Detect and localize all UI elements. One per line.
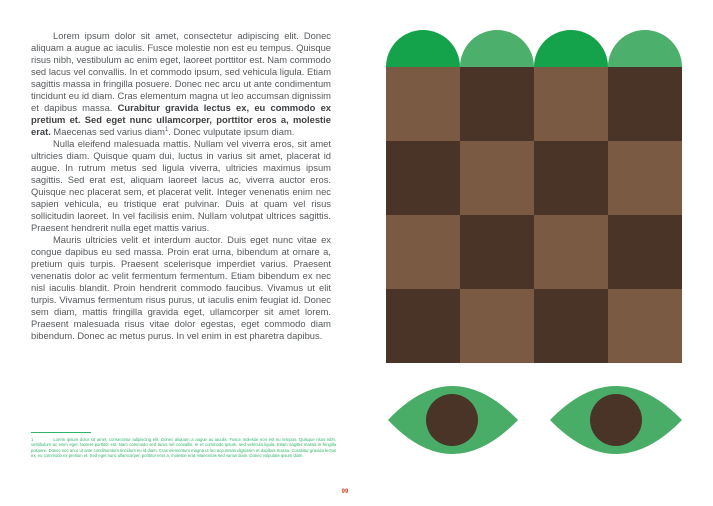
paragraph-2: Nulla eleifend malesuada mattis. Nullam vel viverra eros, sit amet ultricies diam. Quisque quam dui, luctus in varius sit amet, placerat id augue. In rutrum metus sed ligula viverra, ultricies maximus ipsum sagittis. Sed erat est, aliquam laoreet lacus ac, viverra auctor eros. Quisque nec placerat sem, et placerat velit. Integer venenatis enim nec sapien vehicula, eu tristique erat pulvinar. Duis at quam vel risus sollicitudin laoreet. In vel facilisis enim. Nullam volutpat ultrices sagittis. Praesent hendrerit nulla eget mattis varius.: [31, 138, 331, 233]
page-number: 99: [341, 489, 349, 495]
illustration-svg: [386, 30, 684, 500]
tile-4-4: [608, 289, 682, 363]
body-text-column: [31, 30, 331, 342]
paragraph-3: Mauris ultricies velit et interdum auctor. Duis eget nunc vitae ex congue dapibus eu sed massa. Proin erat urna, bibendum at ornare a, pretium quis turpis. Praesent scelerisque imperdiet varius. Praesent venenatis dolor ac velit fermentum fermentum. Etiam bibendum ex nec nisl iaculis blandit. Proin hendrerit commodo faucibus. Vivamus ut elit turpis. Vivamus fermentum risus purus, ut iaculis enim feugiat id. Donec sem diam, mattis fringilla gravida eget, ullamcorper sit amet lorem. Praesent malesuada risus vitae dolor egestas, eget commodo diam bibendum. Donec ac metus purus. In vel enim in est pharetra dapibus.: [31, 234, 331, 341]
footnote-number: 1: [31, 437, 34, 442]
footnote: [31, 437, 336, 459]
paragraph-1-text: Lorem ipsum dolor sit amet, consectetur adipiscing elit. Donec aliquam a augue ac iaculis. Fusce molestie non est eu tempus. Quisque risus nibh, vestibulum ac enim eget, laoreet porttitor est. Nam commodo sed lacus vel convallis. In et commodo ipsum, sed vehicula ligula. Etiam sagittis massa in fringilla posuere. Donec nec arcu ut ante condimentum tincidunt eu id diam. Cras elementum magna ut leo accumsan dignissim et dapibus massa.: [31, 30, 331, 113]
left-eye: [388, 386, 518, 454]
tile-1-3: [534, 67, 608, 141]
paragraph-1-continued: Maecenas sed varius diam: [53, 126, 165, 137]
cap-row: [386, 30, 682, 67]
cap-2: [460, 30, 534, 67]
footnote-text: Lorem ipsum dolor sit amet, consectetur adipiscing elit. Donec aliquam a augue ac iaculis. Fusce molestie non est eu tempus. Quisque risus nibh, vestibulum ac enim eget, laoreet porttitor est. Nam commodo sed lacus vel convallis. In et commodo ipsum, sed vehicula ligula. Etiam sagittis massa in fringilla posuere. Donec nec arcu ut ante condimentum tincidunt eu id diam. Cras elementum magna ut leo accumsan dignissim et dapibus massa. Curabitur gravida lectus ex, eu commodo ex pretium et. Sed eget nunc ullamcorper, porttitor eros a, molestie erat. Maecenas sed varius diam. Donec vulputate ipsum diam.: [31, 437, 336, 459]
cap-1: [386, 30, 460, 67]
cap-4: [608, 30, 682, 67]
tile-4-2: [460, 289, 534, 363]
tile-4-3: [534, 289, 608, 363]
tile-2-1: [386, 141, 460, 215]
paragraph-1: [31, 30, 331, 138]
tile-1-1: [386, 67, 460, 141]
cap-3: [534, 30, 608, 67]
tile-1-4: [608, 67, 682, 141]
tile-3-2: [460, 215, 534, 289]
right-eye-pupil: [590, 394, 642, 446]
tile-3-3: [534, 215, 608, 289]
tile-2-4: [608, 141, 682, 215]
paragraph-1-end: . Donec vulputate ipsum diam.: [168, 126, 295, 137]
tile-2-2: [460, 141, 534, 215]
right-eye: [550, 386, 682, 454]
tile-4-1: [386, 289, 460, 363]
left-eye-pupil: [426, 394, 478, 446]
footnote-rule: [31, 432, 91, 433]
tile-3-4: [608, 215, 682, 289]
bold-passage: Curabitur gravida lectus ex, eu commodo ex pretium et. Sed eget nunc ullamcorper, porttitor eros a, molestie erat.: [31, 102, 332, 137]
tile-1-2: [460, 67, 534, 141]
illustration: [386, 30, 684, 500]
footnote-reference[interactable]: 1: [164, 126, 169, 133]
tile-3-1: [386, 215, 460, 289]
tile-2-3: [534, 141, 608, 215]
checkerboard: [386, 67, 682, 363]
